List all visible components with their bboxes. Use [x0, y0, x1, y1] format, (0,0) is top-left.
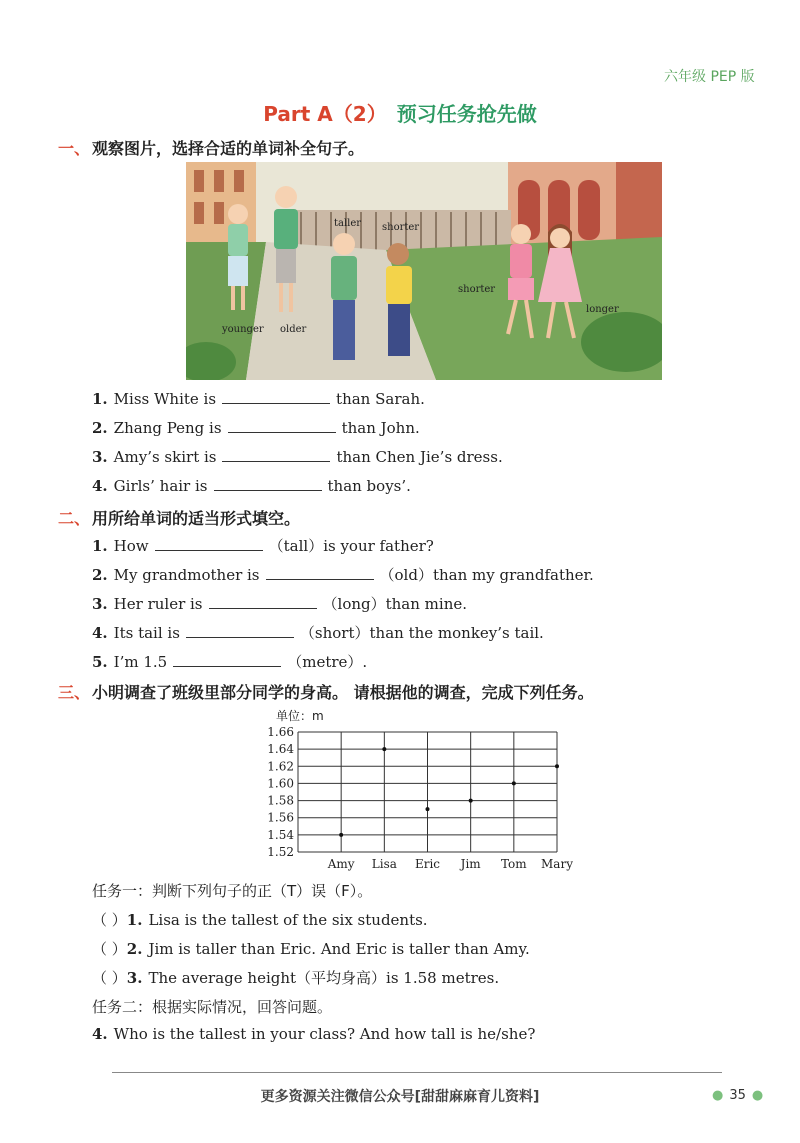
q-num: 1.	[92, 537, 108, 555]
answer-blank[interactable]	[222, 448, 330, 462]
x-tick-label: Eric	[414, 857, 441, 871]
q-before: Her ruler is	[113, 595, 203, 613]
page-title	[0, 98, 800, 127]
answer-blank[interactable]	[186, 624, 294, 638]
q-after: than John.	[341, 419, 420, 437]
height-chart	[252, 704, 592, 874]
q-before: I’m 1.5	[113, 653, 168, 671]
q-before: Amy’s skirt is	[113, 448, 217, 466]
q-before: Zhang Peng is	[113, 419, 222, 437]
s1-q3	[92, 448, 503, 466]
q-num: 5.	[92, 653, 108, 671]
x-tick-label: Mary	[541, 857, 573, 871]
y-tick-label: 1.66	[267, 725, 294, 739]
t1-item3	[92, 967, 499, 988]
q-num: 4.	[92, 477, 108, 495]
q-num: 2.	[92, 566, 108, 584]
y-tick-label: 1.64	[267, 742, 294, 757]
s1-q2	[92, 419, 420, 437]
q-num: 3.	[126, 969, 143, 987]
q-before: Miss White is	[113, 390, 217, 408]
answer-blank[interactable]	[222, 390, 330, 404]
section3-text: 小明调查了班级里部分同学的身高。 请根据他的调查，完成下列任务。	[92, 683, 594, 702]
data-point	[426, 807, 430, 811]
y-tick-label: 1.58	[267, 793, 294, 808]
part-label: Part A（2）	[263, 102, 387, 126]
grade-label: 六年级 PEP 版	[664, 69, 755, 85]
t1-item1	[92, 909, 428, 930]
title-text: 预习任务抢先做	[396, 102, 537, 126]
rooftop-illustration	[186, 162, 662, 380]
section2-text: 用所给单词的适当形式填空。	[92, 509, 301, 528]
q-after: than Sarah.	[336, 390, 425, 408]
data-point	[469, 799, 473, 803]
answer-blank[interactable]	[228, 419, 336, 433]
data-point	[339, 833, 343, 837]
x-tick-label: Amy	[327, 857, 355, 871]
q-after: than boys’.	[327, 477, 411, 495]
q-after: （metre）.	[287, 653, 368, 671]
footer-divider	[112, 1072, 722, 1073]
label-longer: longer	[586, 304, 619, 315]
task1-title: 任务一：判断下列句子的正（T）误（F）。	[92, 882, 373, 900]
q-num: 3.	[92, 595, 108, 613]
q-num: 1.	[126, 911, 143, 929]
q-before: How	[113, 537, 149, 555]
label-older: older	[280, 324, 307, 335]
q-text: The average height（平均身高）is 1.58 metres.	[148, 969, 500, 987]
data-point	[555, 764, 559, 768]
y-tick-label: 1.60	[267, 776, 294, 791]
tf-paren[interactable]: （ ）	[92, 940, 127, 958]
y-tick-label: 1.56	[267, 810, 294, 825]
q-text: Who is the tallest in your class? And how tall is he/she?	[113, 1025, 536, 1043]
section1-heading	[58, 136, 364, 159]
answer-blank[interactable]	[266, 566, 374, 580]
q-num: 4.	[92, 1025, 108, 1043]
task2-title: 任务二：根据实际情况，回答问题。	[92, 998, 333, 1016]
label-taller: taller	[334, 218, 362, 229]
q-num: 3.	[92, 448, 108, 466]
q-after: （old）than my grandfather.	[379, 566, 594, 584]
q-num: 1.	[92, 390, 108, 408]
q-before: Its tail is	[113, 624, 180, 642]
t1-item2	[92, 938, 530, 959]
s2-q4	[92, 622, 544, 643]
section2-heading	[58, 506, 300, 529]
y-tick-label: 1.62	[267, 759, 294, 774]
s2-q1	[92, 535, 434, 556]
data-point	[382, 747, 386, 751]
q-before: My grandmother is	[113, 566, 260, 584]
answer-blank[interactable]	[214, 477, 322, 491]
q-after: than Chen Jie’s dress.	[336, 448, 503, 466]
label-shorter-1: shorter	[382, 222, 420, 233]
q-after: （short）than the monkey’s tail.	[299, 624, 544, 642]
label-younger: younger	[222, 324, 264, 335]
answer-blank[interactable]	[155, 537, 263, 551]
s1-q1	[92, 390, 425, 408]
tf-paren[interactable]: （ ）	[92, 969, 127, 987]
section2-num: 二、	[58, 509, 91, 528]
x-tick-label: Tom	[500, 857, 527, 871]
q-text: Jim is taller than Eric. And Eric is taller than Amy.	[148, 940, 530, 958]
y-tick-label: 1.52	[267, 845, 294, 859]
page-number-value: 35	[729, 1088, 746, 1103]
q-text: Lisa is the tallest of the six students.	[148, 911, 428, 929]
s2-q2	[92, 564, 594, 585]
q-num: 2.	[126, 940, 143, 958]
q-num: 2.	[92, 419, 108, 437]
chart-unit-label: 单位：m	[276, 709, 324, 723]
section3-num: 三、	[58, 683, 91, 702]
s1-q4	[92, 477, 411, 495]
y-tick-label: 1.54	[267, 827, 294, 842]
tf-paren[interactable]: （ ）	[92, 911, 127, 929]
answer-blank[interactable]	[209, 595, 317, 609]
section1-num: 一、	[58, 139, 91, 158]
label-shorter-2: shorter	[458, 284, 496, 295]
q-after: （tall）is your father?	[268, 537, 434, 555]
q-before: Girls’ hair is	[113, 477, 208, 495]
t2-item4	[92, 1025, 535, 1043]
section1-text: 观察图片，选择合适的单词补全句子。	[92, 139, 365, 158]
x-tick-label: Jim	[460, 857, 481, 871]
q-num: 4.	[92, 624, 108, 642]
x-tick-label: Lisa	[371, 857, 397, 871]
page-number: ● 35 ●	[712, 1088, 764, 1103]
q-after: （long）than mine.	[322, 595, 467, 613]
footer-text: 更多资源关注微信公众号[甜甜麻麻育儿资料]	[260, 1089, 540, 1105]
section3-heading	[58, 680, 594, 703]
s2-q5	[92, 651, 367, 672]
data-point	[512, 781, 516, 785]
answer-blank[interactable]	[173, 653, 281, 667]
s2-q3	[92, 593, 467, 614]
